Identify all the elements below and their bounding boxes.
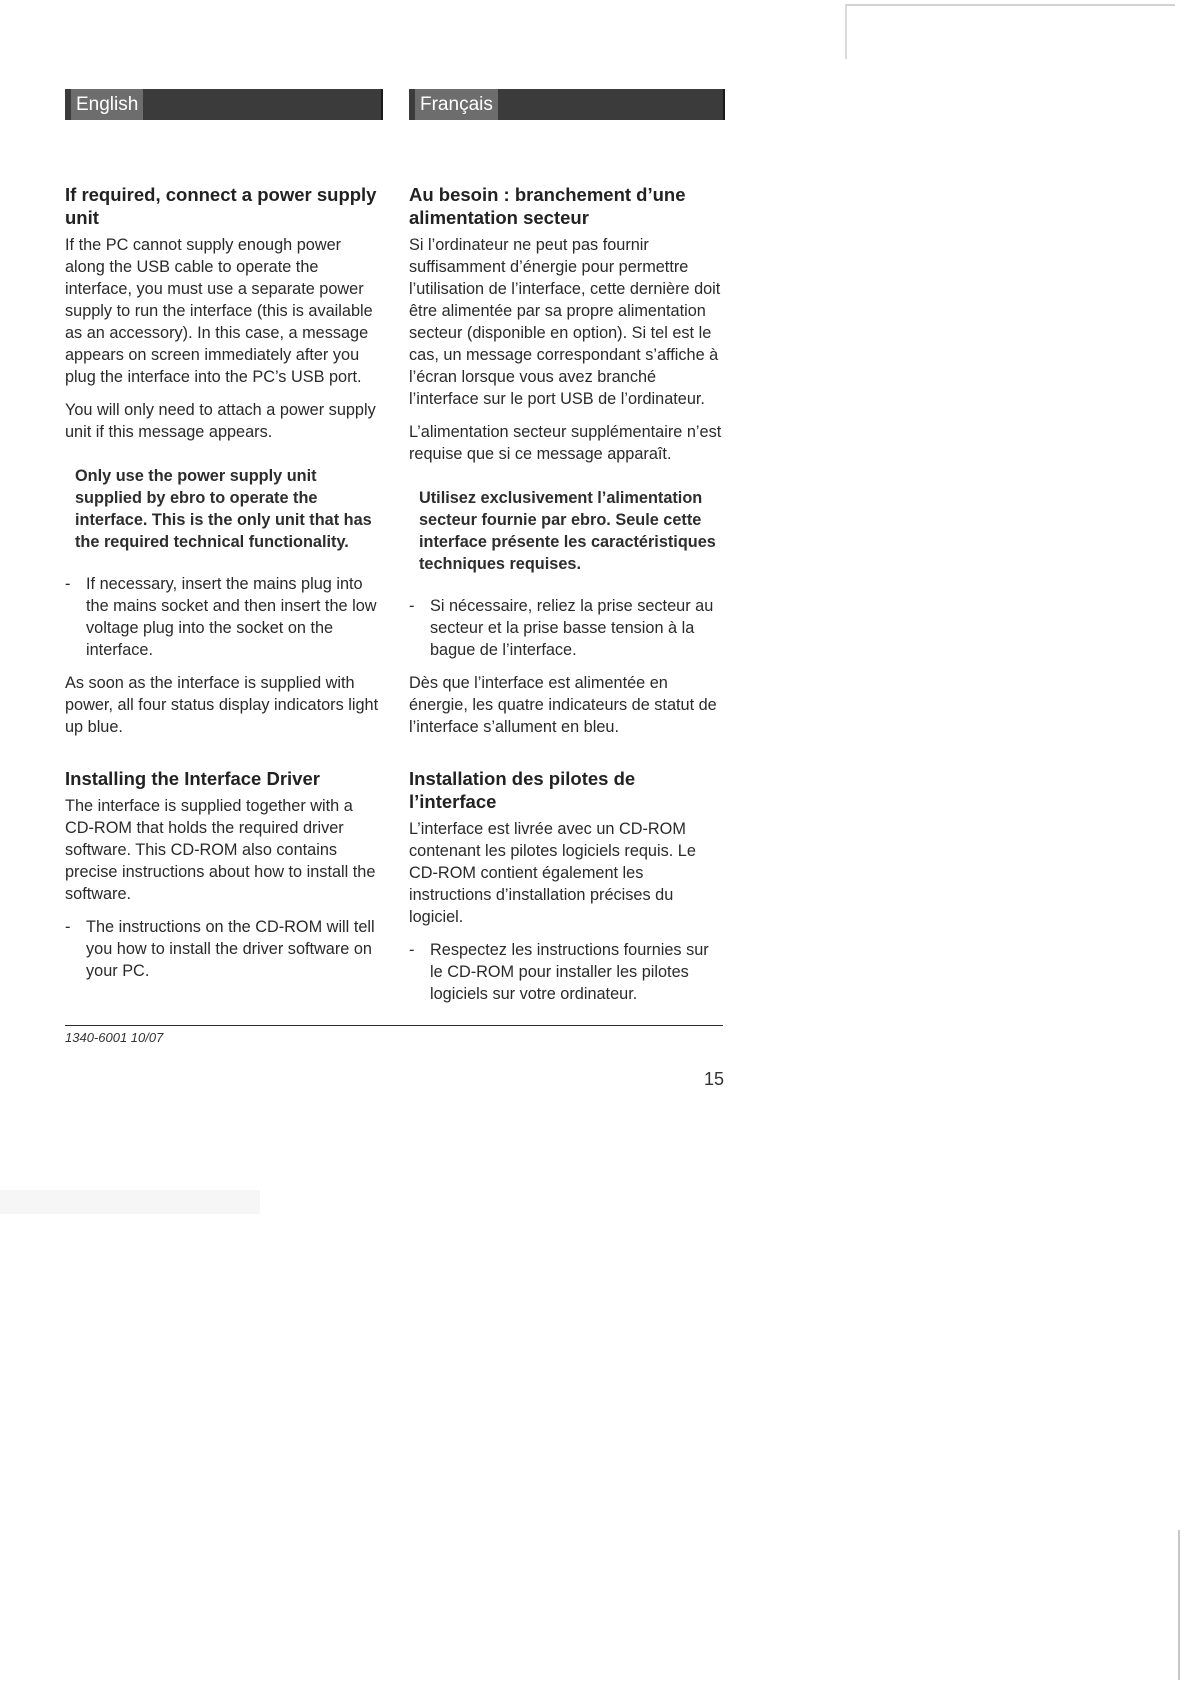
mains-plug-step-fr (409, 595, 725, 661)
mains-plug-step-text: If necessary, insert the mains plug into the mains socket and then insert the low voltage plug into the socket on the interface. (86, 575, 377, 659)
mains-plug-step (65, 573, 383, 661)
driver-install-step (65, 916, 383, 982)
french-tab-label: Français (415, 89, 498, 120)
english-tab (65, 89, 383, 120)
power-supply-condition: You will only need to attach a power supply unit if this message appears. (65, 401, 376, 441)
driver-install-step-fr (409, 939, 725, 1005)
power-status-note-fr: Dès que l’interface est alimentée en énergie, les quatre indicateurs de statut de l’interface s’allument en bleu. (409, 674, 717, 736)
scan-edge-top (845, 4, 1175, 6)
power-supply-condition-fr: L’alimentation secteur supplémentaire n’est requise que si ce message apparaît. (409, 423, 722, 463)
power-supply-intro-fr: Si l’ordinateur ne peut pas fournir suffisamment d’énergie pour permettre l’utilisation de l’interface, cette dernière doit être alimentée par sa propre alimentation secteur (disponible en option). Si tel est le cas, un message correspondant s’affiche à l’écran lorsque vous avez branché l’interface sur le port USB de l’ordinateur. (409, 236, 721, 408)
french-tab (409, 89, 725, 120)
bullet-dash: - (65, 575, 71, 593)
power-supply-warning-fr: Utilisez exclusivement l’alimentation secteur fournie par ebro. Seule cette interface présente les caractéristiques techniques requises. (419, 489, 716, 573)
driver-install-intro-fr: L’interface est livrée avec un CD-ROM contenant les pilotes logiciels requis. Le CD-ROM contient également les instructions d’installation précises du logiciel. (409, 820, 696, 926)
driver-install-intro: The interface is supplied together with a CD-ROM that holds the required driver software. This CD-ROM also contains precise instructions about how to install the software. (65, 797, 376, 903)
scan-edge-right (1178, 1530, 1180, 1680)
power-supply-heading: If required, connect a power supply unit (65, 184, 377, 228)
bullet-dash: - (65, 918, 71, 936)
power-status-note: As soon as the interface is supplied with power, all four status display indicators light up blue. (65, 674, 379, 736)
scan-edge-left (845, 4, 847, 59)
power-supply-warning: Only use the power supply unit supplied by ebro to operate the interface. This is the only unit that has the required technical functionality. (75, 467, 372, 551)
footer-rule (65, 1025, 723, 1026)
english-column (65, 89, 383, 993)
mains-plug-step-text-fr: Si nécessaire, reliez la prise secteur au secteur et la prise basse tension à la bague de l’interface. (430, 597, 714, 659)
driver-install-step-text-fr: Respectez les instructions fournies sur le CD-ROM pour installer les pilotes logiciels sur votre ordinateur. (430, 941, 709, 1003)
power-supply-heading-fr: Au besoin : branchement d’une alimentation secteur (409, 184, 686, 228)
english-tab-label: English (71, 89, 143, 120)
driver-install-heading-fr: Installation des pilotes de l’interface (409, 768, 636, 812)
bullet-dash: - (409, 941, 415, 959)
driver-install-heading: Installing the Interface Driver (65, 768, 320, 789)
power-supply-intro: If the PC cannot supply enough power along the USB cable to operate the interface, you must use a separate power supply to run the interface (this is available as an accessory). In this case, a message appears on screen immediately after you plug the interface into the PC’s USB port. (65, 236, 373, 386)
french-column (409, 89, 725, 1016)
document-code: 1340-6001 10/07 (65, 1030, 164, 1045)
page-number: 15 (703, 1069, 724, 1089)
scan-smudge (0, 1190, 260, 1214)
bullet-dash: - (409, 597, 415, 615)
driver-install-step-text: The instructions on the CD-ROM will tell you how to install the driver software on your PC. (86, 918, 375, 980)
